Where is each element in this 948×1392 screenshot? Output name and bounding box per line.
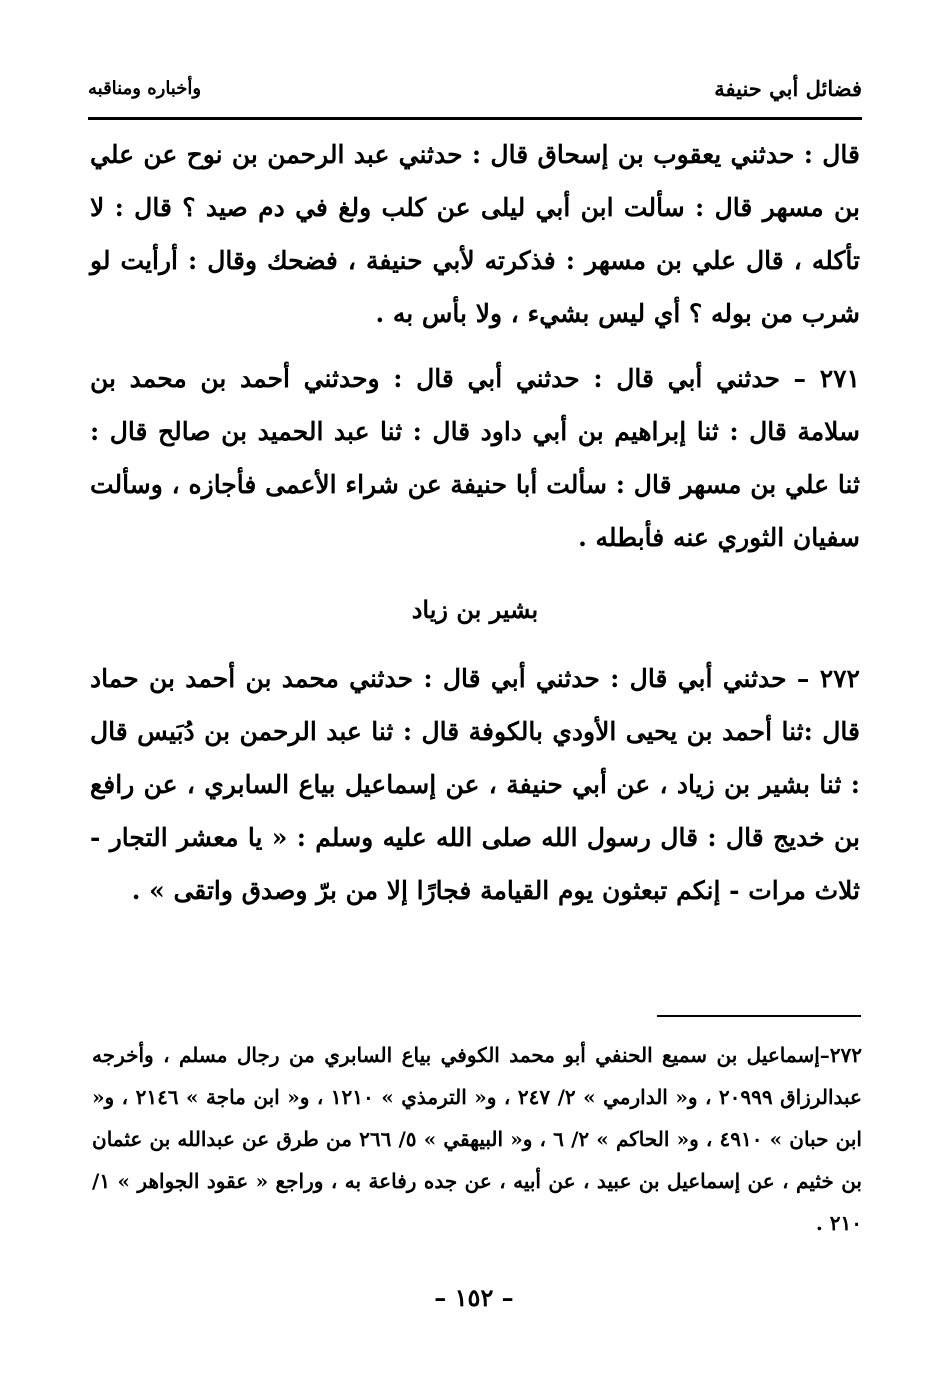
running-head-subtitle: وأخباره ومناقبه (88, 78, 202, 99)
footnote-number: ٢٧٢– (819, 1043, 862, 1067)
paragraph-2: ٢٧١ – حدثني أبي قال : حدثني أبي قال : وحدثني أحمد بن محمد بن سلامة قال : ثنا إبراهيم بن أبي داود قال : ثنا عبد الحميد بن صالح قال : ثنا علي بن مسهر قال : سألت أبا حنيفة عن شراء الأعمى فأجازه ، وسألت سفيان الثوري عنه فأبطله . (90, 364, 860, 552)
paragraph-1: قال : حدثني يعقوب بن إسحاق قال : حدثني عبد الرحمن بن نوح عن علي بن مسهر قال : سألت ابن أبي ليلى عن كلب ولغ في دم صيد ؟ قال : لا تأكله ، قال علي بن مسهر : فذكرته لأبي حنيفة ، فضحك وقال : أرأيت لو شرب من بوله ؟ أي ليس بشيء ، ولا بأس به . (90, 140, 860, 328)
section-heading: بشير بن زياد (411, 595, 539, 624)
paragraph-3: ٢٧٢ – حدثني أبي قال : حدثني أبي قال : حدثني محمد بن أحمد بن حماد قال :ثنا أحمد بن يحيى الأودي بالكوفة قال : ثنا عبد الرحمن بن دُبَيس قال : ثنا بشير بن زياد ، عن أبي حنيفة ، عن إسماعيل بياع السابري ، عن رافع بن خديج قال : قال رسول الله صلى الله عليه وسلم : « يا معشر التجار - ثلاث مرات - إنكم تبعثون يوم القيامة فجارًا إلا من برّ وصدق واتقى » . (90, 664, 860, 905)
footnote-text: إسماعيل بن سميع الحنفي أبو محمد الكوفي بياع السابري من رجال مسلم ، وأخرجه عبدالرزاق ٢٠٩٩٩ ، و« الدارمي » ٢/ ٢٤٧ ، و« الترمذي » ١٢١٠ ، و« ابن ماجة » ٢١٤٦ ، و« ابن حبان » ٤٩١٠ ، و« الحاكم » ٢/ ٦ ، و« البيهقي » ٥/ ٢٦٦ من طرق عن عبدالله بن عثمان بن خثيم ، عن إسماعيل بن عبيد ، عن أبيه ، عن جده رفاعة به ، وراجع « عقود الجواهر » ١/ ٢١٠ . (92, 1043, 863, 1235)
page-number: – ١٥٢ – (434, 1283, 514, 1312)
running-head (88, 68, 862, 112)
footnote (92, 1034, 862, 1244)
header-rule (88, 117, 862, 120)
footnote-rule (657, 1015, 861, 1017)
running-head-title: فضائل أبي حنيفة (714, 76, 862, 101)
